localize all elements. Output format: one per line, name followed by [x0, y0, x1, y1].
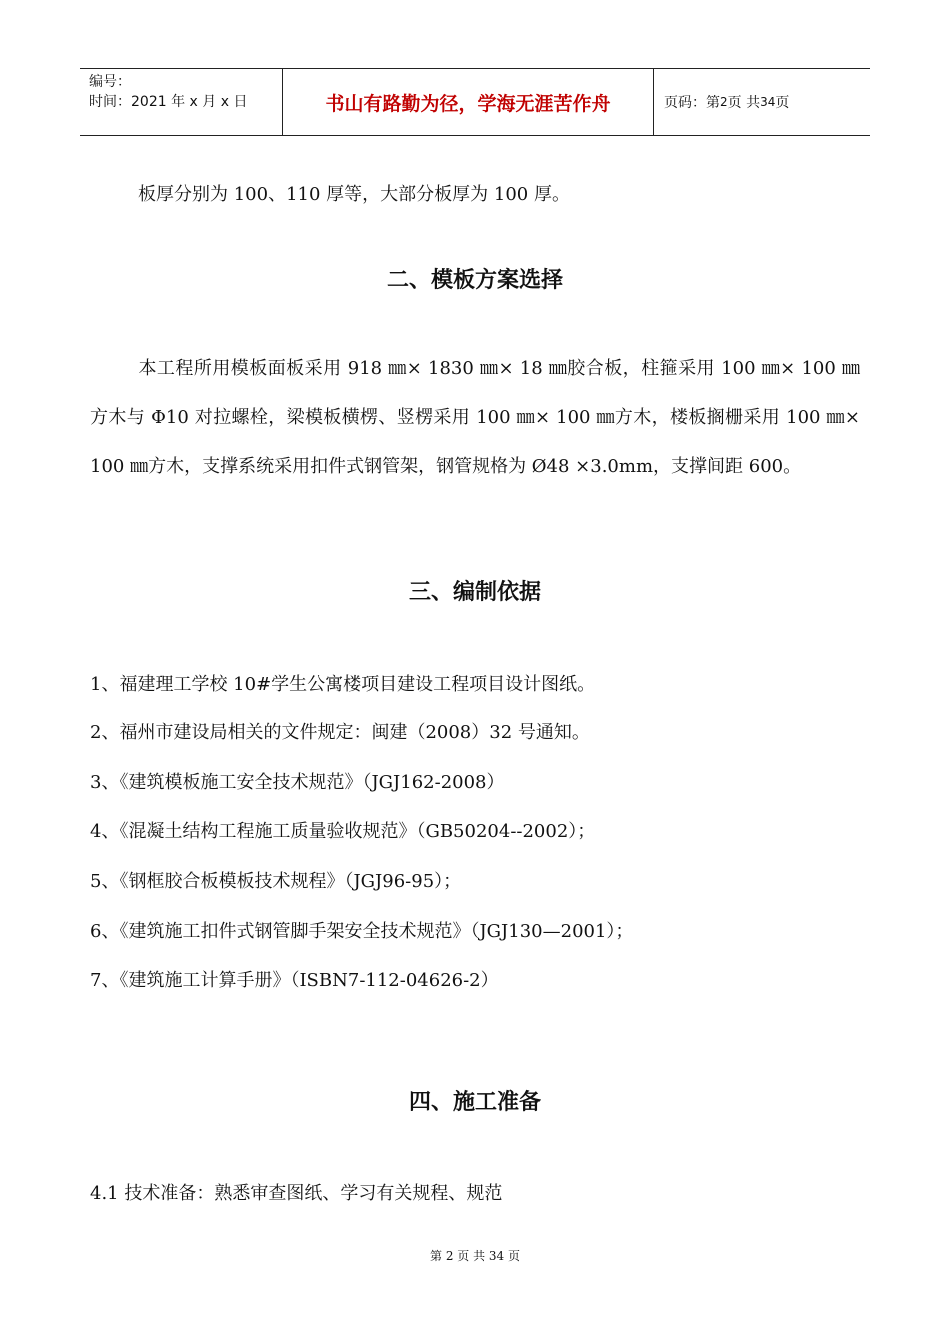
ref-item: 5、《钢框胶合板模板技术规程》（JGJ96-95）；	[90, 871, 462, 892]
section-2-paragraph	[90, 344, 860, 491]
number-label: 编号：	[89, 74, 131, 90]
motto-text: 书山有路勤为径，学海无涯苦作舟	[325, 92, 611, 115]
section-4-title: 四、施工准备	[408, 1090, 541, 1115]
intro-line: 板厚分别为 100、110 厚等，大部分板厚为 100 厚。	[138, 184, 570, 205]
page-total: 34	[760, 95, 776, 109]
header-motto	[282, 69, 654, 135]
page-mid: 页 共	[727, 95, 761, 111]
ref-item: 2、福州市建设局相关的文件规定：闽建（2008）32 号通知。	[90, 722, 590, 743]
ref-item: 3、《建筑模板施工安全技术规范》（JGJ162-2008）	[90, 772, 505, 793]
time-label: 时间：2021 年 x 月 x 日	[89, 94, 248, 110]
page-end: 页	[775, 95, 790, 111]
ref-item: 1、福建理工学校 10#学生公寓楼项目建设工程项目设计图纸。	[90, 674, 596, 695]
page-number: 2	[720, 95, 728, 109]
page-footer: 第 2 页 共 34 页	[430, 1249, 520, 1263]
section-2-text: 本工程所用模板面板采用 918 ㎜× 1830 ㎜× 18 ㎜胶合板，柱箍采用 100 ㎜× 100 ㎜方木与 Φ10 对拉螺栓，梁模板横楞、竖楞采用 100 ㎜× 100 ㎜方木，楼板搁栅采用 100 ㎜× 100 ㎜方木，支撑系统采用扣件式钢管架，钢管规格为 Ø48 ×3.0mm，支撑间距 600。	[90, 358, 860, 477]
header-meta	[80, 69, 282, 135]
ref-item: 4、《混凝土结构工程施工质量验收规范》（GB50204--2002）；	[90, 821, 596, 842]
ref-item: 6、《建筑施工扣件式钢管脚手架安全技术规范》（JGJ130—2001）；	[90, 921, 634, 942]
section-2-title: 二、模板方案选择	[386, 268, 563, 293]
item-4-1: 4.1 技术准备：熟悉审查图纸、学习有关规程、规范	[90, 1183, 503, 1204]
page-label: 页码：第	[664, 95, 720, 111]
header-table	[80, 68, 870, 136]
header-page-info	[654, 69, 870, 135]
section-3-title: 三、编制依据	[408, 580, 541, 605]
ref-item: 7、《建筑施工计算手册》（ISBN7-112-04626-2）	[90, 970, 499, 991]
